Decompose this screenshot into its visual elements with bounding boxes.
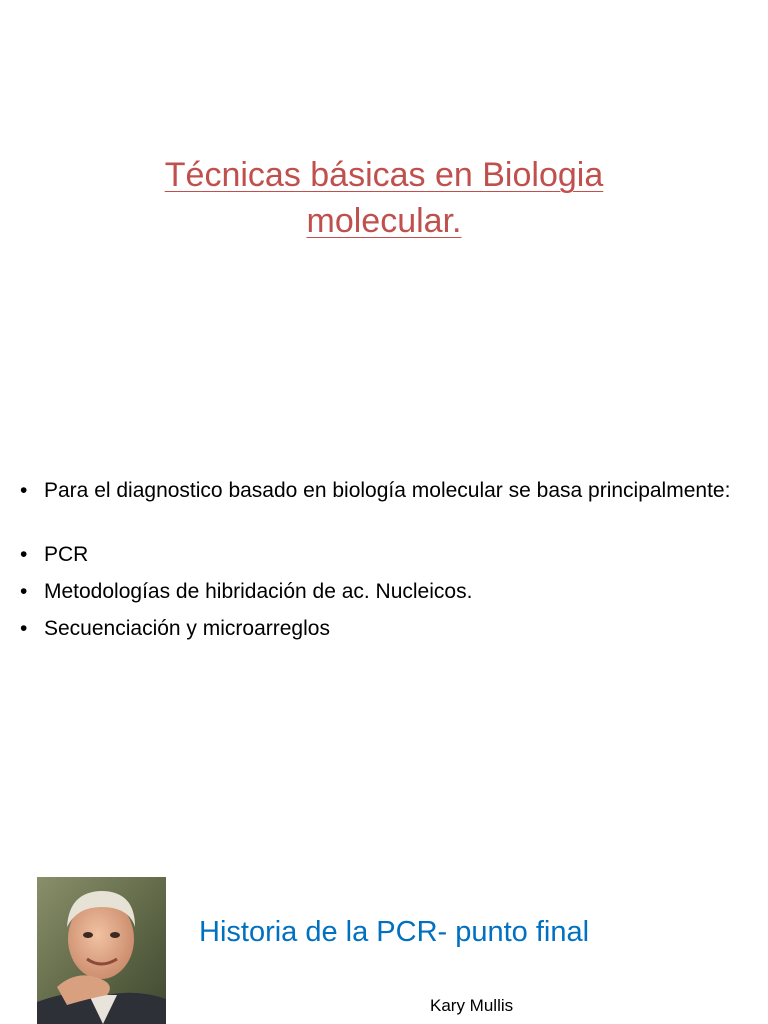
bullet-item	[20, 577, 740, 607]
bullet-text: Para el diagnostico basado en biología molecular se basa principalmente:	[44, 479, 731, 502]
slide-title-line-2: molecular.	[306, 202, 462, 240]
bullet-item	[20, 540, 740, 570]
portrait-photo	[37, 877, 166, 1024]
slide-title-line-1: Técnicas básicas en Biologia	[164, 156, 604, 194]
photo-caption: Kary Mullis	[430, 996, 514, 1015]
bullet-text: PCR	[44, 543, 89, 566]
slide-title	[84, 152, 684, 244]
bullet-marker: •	[20, 617, 28, 640]
section-heading: Historia de la PCR- punto final	[199, 916, 590, 948]
bullet-marker: •	[20, 580, 28, 603]
bullet-marker: •	[20, 543, 28, 566]
bullet-marker: •	[20, 479, 28, 502]
portrait-illustration	[37, 877, 166, 1024]
bullet-item	[20, 614, 740, 644]
bullet-text: Secuenciación y microarreglos	[44, 617, 330, 640]
bullet-text: Metodologías de hibridación de ac. Nucleicos.	[44, 580, 473, 603]
bullet-item	[20, 476, 740, 506]
bullet-list	[20, 476, 740, 644]
